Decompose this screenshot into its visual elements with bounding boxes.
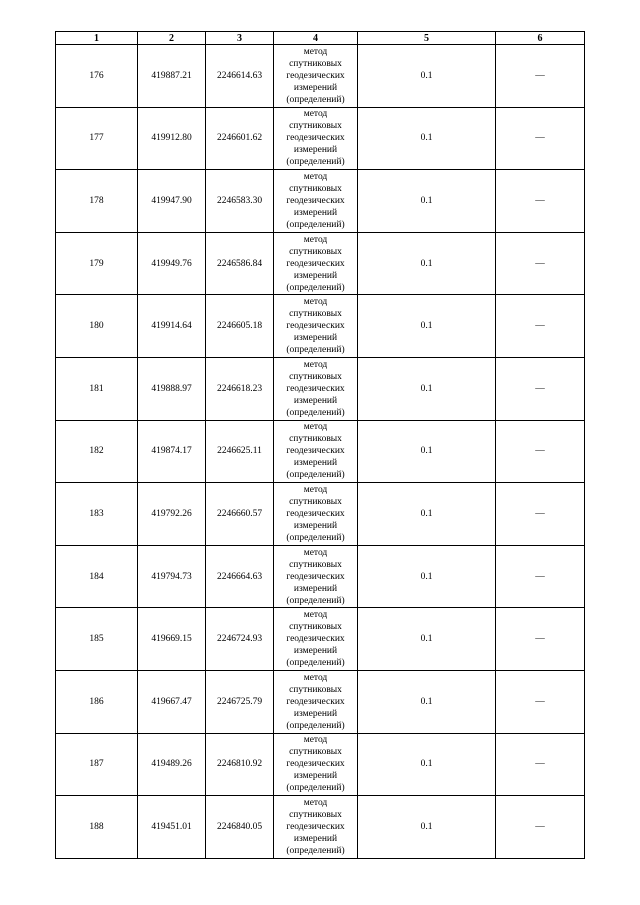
method-line: спутниковых (289, 559, 342, 570)
method-cell (274, 545, 358, 608)
method-line: измерений (293, 458, 338, 469)
method-line: измерений (293, 333, 338, 344)
x-coordinate-cell: 419794.73 (138, 545, 206, 608)
method-line: спутниковых (289, 622, 342, 633)
method-line: метод (303, 234, 328, 245)
column-header-1: 1 (56, 32, 138, 45)
y-coordinate-cell: 2246625.11 (206, 420, 274, 483)
accuracy-cell: 0.1 (358, 232, 496, 295)
method-line: геодезических (286, 571, 345, 582)
note-cell: — (496, 483, 585, 546)
note-cell: — (496, 545, 585, 608)
column-header-3: 3 (206, 32, 274, 45)
method-line: измерений (293, 646, 338, 657)
point-number-cell: 186 (56, 670, 138, 733)
method-line: метод (303, 422, 328, 433)
method-line: измерений (293, 771, 338, 782)
method-line: измерений (293, 145, 338, 156)
method-line: геодезических (286, 508, 345, 519)
method-line: геодезических (286, 759, 345, 770)
method-line: метод (303, 547, 328, 558)
accuracy-cell: 0.1 (358, 796, 496, 859)
method-line: измерений (293, 520, 338, 531)
note-cell: — (496, 670, 585, 733)
point-number-cell: 188 (56, 796, 138, 859)
method-line: геодезических (286, 383, 345, 394)
method-line: метод (303, 171, 328, 182)
method-line: (определений) (286, 94, 345, 105)
accuracy-cell: 0.1 (358, 295, 496, 358)
point-number-cell: 177 (56, 107, 138, 170)
table-row (56, 295, 585, 358)
note-cell: — (496, 357, 585, 420)
method-line: спутниковых (289, 809, 342, 820)
method-line: (определений) (286, 845, 345, 856)
method-cell (274, 45, 358, 108)
method-line: метод (303, 797, 328, 808)
method-line: (определений) (286, 470, 345, 481)
note-cell: — (496, 733, 585, 796)
accuracy-cell: 0.1 (358, 107, 496, 170)
table-row (56, 670, 585, 733)
accuracy-cell: 0.1 (358, 170, 496, 233)
x-coordinate-cell: 419914.64 (138, 295, 206, 358)
x-coordinate-cell: 419888.97 (138, 357, 206, 420)
method-line: геодезических (286, 634, 345, 645)
point-number-cell: 182 (56, 420, 138, 483)
note-cell: — (496, 420, 585, 483)
method-line: метод (303, 735, 328, 746)
method-cell (274, 357, 358, 420)
table-row (56, 107, 585, 170)
method-line: спутниковых (289, 434, 342, 445)
y-coordinate-cell: 2246618.23 (206, 357, 274, 420)
method-cell (274, 107, 358, 170)
method-line: метод (303, 46, 328, 57)
method-line: измерений (293, 395, 338, 406)
point-number-cell: 184 (56, 545, 138, 608)
x-coordinate-cell: 419489.26 (138, 733, 206, 796)
method-line: геодезических (286, 446, 345, 457)
method-line: измерений (293, 207, 338, 218)
method-cell (274, 733, 358, 796)
point-number-cell: 176 (56, 45, 138, 108)
y-coordinate-cell: 2246810.92 (206, 733, 274, 796)
table-row (56, 545, 585, 608)
note-cell: — (496, 45, 585, 108)
method-line: (определений) (286, 532, 345, 543)
y-coordinate-cell: 2246601.62 (206, 107, 274, 170)
x-coordinate-cell: 419887.21 (138, 45, 206, 108)
method-line: измерений (293, 833, 338, 844)
note-cell: — (496, 796, 585, 859)
method-cell (274, 295, 358, 358)
method-line: геодезических (286, 696, 345, 707)
note-cell: — (496, 608, 585, 671)
accuracy-cell: 0.1 (358, 670, 496, 733)
method-cell (274, 232, 358, 295)
method-cell (274, 420, 358, 483)
method-line: геодезических (286, 258, 345, 269)
y-coordinate-cell: 2246586.84 (206, 232, 274, 295)
accuracy-cell: 0.1 (358, 545, 496, 608)
y-coordinate-cell: 2246614.63 (206, 45, 274, 108)
method-line: спутниковых (289, 496, 342, 507)
method-line: (определений) (286, 407, 345, 418)
point-number-cell: 179 (56, 232, 138, 295)
method-line: (определений) (286, 720, 345, 731)
method-line: измерений (293, 270, 338, 281)
point-number-cell: 183 (56, 483, 138, 546)
y-coordinate-cell: 2246605.18 (206, 295, 274, 358)
method-line: (определений) (286, 157, 345, 168)
accuracy-cell: 0.1 (358, 357, 496, 420)
column-header-5: 5 (358, 32, 496, 45)
note-cell: — (496, 107, 585, 170)
y-coordinate-cell: 2246660.57 (206, 483, 274, 546)
method-line: измерений (293, 708, 338, 719)
table-row (56, 608, 585, 671)
method-line: спутниковых (289, 684, 342, 695)
y-coordinate-cell: 2246583.30 (206, 170, 274, 233)
note-cell: — (496, 232, 585, 295)
note-cell: — (496, 295, 585, 358)
accuracy-cell: 0.1 (358, 733, 496, 796)
method-cell (274, 670, 358, 733)
method-cell (274, 608, 358, 671)
method-line: геодезических (286, 321, 345, 332)
method-line: (определений) (286, 219, 345, 230)
y-coordinate-cell: 2246725.79 (206, 670, 274, 733)
x-coordinate-cell: 419792.26 (138, 483, 206, 546)
method-line: измерений (293, 583, 338, 594)
y-coordinate-cell: 2246664.63 (206, 545, 274, 608)
method-line: спутниковых (289, 58, 342, 69)
column-header-2: 2 (138, 32, 206, 45)
method-line: спутниковых (289, 747, 342, 758)
column-header-4: 4 (274, 32, 358, 45)
method-line: (определений) (286, 595, 345, 606)
x-coordinate-cell: 419947.90 (138, 170, 206, 233)
method-cell (274, 796, 358, 859)
x-coordinate-cell: 419451.01 (138, 796, 206, 859)
method-line: спутниковых (289, 371, 342, 382)
column-header-6: 6 (496, 32, 585, 45)
method-cell (274, 483, 358, 546)
x-coordinate-cell: 419874.17 (138, 420, 206, 483)
x-coordinate-cell: 419667.47 (138, 670, 206, 733)
method-line: спутниковых (289, 183, 342, 194)
accuracy-cell: 0.1 (358, 483, 496, 546)
method-line: геодезических (286, 821, 345, 832)
method-line: спутниковых (289, 309, 342, 320)
x-coordinate-cell: 419949.76 (138, 232, 206, 295)
point-number-cell: 187 (56, 733, 138, 796)
table-row (56, 483, 585, 546)
method-line: (определений) (286, 783, 345, 794)
method-line: метод (303, 297, 328, 308)
method-line: метод (303, 610, 328, 621)
table-header (56, 32, 585, 45)
accuracy-cell: 0.1 (358, 45, 496, 108)
note-cell: — (496, 170, 585, 233)
method-line: (определений) (286, 282, 345, 293)
table-body (56, 45, 585, 859)
table-row (56, 796, 585, 859)
y-coordinate-cell: 2246840.05 (206, 796, 274, 859)
x-coordinate-cell: 419912.80 (138, 107, 206, 170)
point-number-cell: 178 (56, 170, 138, 233)
method-line: метод (303, 484, 328, 495)
method-line: метод (303, 672, 328, 683)
method-line: (определений) (286, 658, 345, 669)
method-line: геодезических (286, 133, 345, 144)
table-row (56, 45, 585, 108)
y-coordinate-cell: 2246724.93 (206, 608, 274, 671)
table-row (56, 420, 585, 483)
table-row (56, 170, 585, 233)
method-cell (274, 170, 358, 233)
method-line: (определений) (286, 345, 345, 356)
table-row (56, 357, 585, 420)
coordinates-table (55, 31, 585, 859)
method-line: спутниковых (289, 246, 342, 257)
table-row (56, 733, 585, 796)
accuracy-cell: 0.1 (358, 420, 496, 483)
x-coordinate-cell: 419669.15 (138, 608, 206, 671)
point-number-cell: 181 (56, 357, 138, 420)
method-line: спутниковых (289, 121, 342, 132)
header-row (56, 32, 585, 45)
point-number-cell: 185 (56, 608, 138, 671)
method-line: геодезических (286, 195, 345, 206)
accuracy-cell: 0.1 (358, 608, 496, 671)
method-line: геодезических (286, 70, 345, 81)
method-line: измерений (293, 82, 338, 93)
method-line: метод (303, 359, 328, 370)
point-number-cell: 180 (56, 295, 138, 358)
method-line: метод (303, 109, 328, 120)
table-row (56, 232, 585, 295)
